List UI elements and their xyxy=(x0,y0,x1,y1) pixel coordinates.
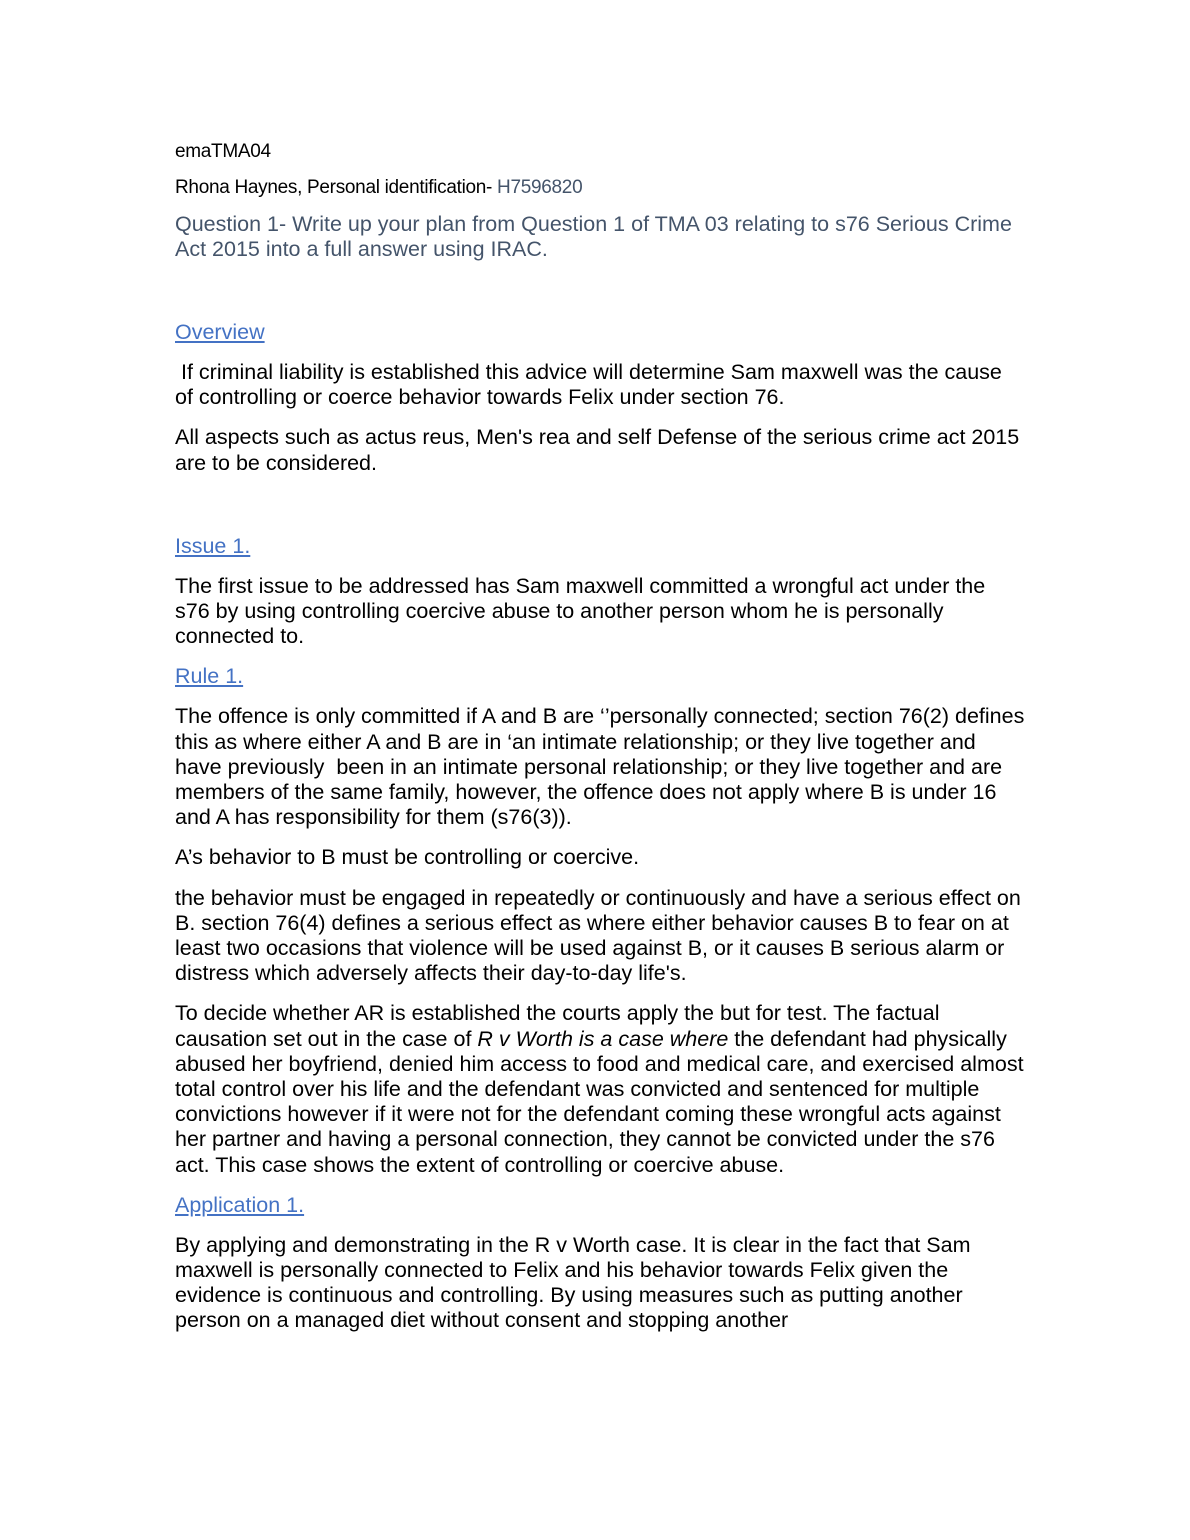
question-text: Write up your plan from Question 1 of TMA 03 relating to s76 Serious Crime Act 2015 into a full answer using IRAC. xyxy=(175,212,1012,261)
overview-paragraph-1: If criminal liability is established this advice will determine Sam maxwell was the cause of controlling or coerce behavior towards Felix under section 76. xyxy=(175,360,1008,410)
author-id: H7596820 xyxy=(497,177,583,198)
doc-code: emaTMA04 xyxy=(175,141,271,162)
rule-1-paragraph-2: A’s behavior to B must be controlling or coercive. xyxy=(175,845,640,870)
question-line xyxy=(175,212,1025,262)
document-body xyxy=(175,138,1031,1349)
author-line xyxy=(175,174,1025,202)
question-label: Question 1- xyxy=(175,212,293,236)
overview-heading[interactable]: Overview xyxy=(175,320,265,344)
rule-1-paragraph-3: the behavior must be engaged in repeatedly or continuously and have a serious effect on B. section 76(4) defines a serious effect as where either behavior causes B to fear on at least two occasions that violence will be used against B, or it causes B serious alarm or distress which adversely affects their day-to-day life's. xyxy=(175,885,1027,986)
overview-paragraph-2: All aspects such as actus reus, Men's rea and self Defense of the serious crime act 2015 are to be considered. xyxy=(175,425,1026,475)
issue-1-paragraph: The first issue to be addressed has Sam maxwell committed a wrongful act under the s76 by using controlling coercive abuse to another person whom he is personally connected to. xyxy=(175,573,992,649)
rule-1-p4-after: the defendant had physically abused her boyfriend, denied him access to food and medical care, and exercised almost total control over his life and the defendant was convicted and sentenced for multiple convictions however if it were not for the defendant coming these wrongful acts against her partner and having a personal connection, they cannot be convicted under the s76 act. This case shows the extent of controlling or coercive abuse. xyxy=(175,1026,1030,1177)
rule-1-paragraph-4 xyxy=(175,1001,1030,1177)
issue-1-heading[interactable]: Issue 1. xyxy=(175,533,251,558)
application-1-heading[interactable]: Application 1. xyxy=(175,1192,305,1217)
rule-1-p4-before: To decide whether AR is established the courts apply the but for test. The factual causation set out in the case of xyxy=(175,1001,946,1051)
rule-1-paragraph-1: The offence is only committed if A and B are ‘’personally connected; section 76(2) defines this as where either A and B are in ‘an intimate relationship; or they live together and have previously been in an intimate personal relationship; or they live together and are members of the same family, however, the offence does not apply where B is under 16 and A has responsibility for them (s76(3)). xyxy=(175,704,1031,830)
application-1-paragraph: By applying and demonstrating in the R v Worth case. It is clear in the fact that Sam maxwell is personally connected to Felix and his behavior towards Felix given the evidence is continuous and controlling. By using measures such as putting another person on a managed diet without consent and stopping another xyxy=(175,1232,977,1333)
case-citation: R v Worth is a case where xyxy=(477,1026,729,1051)
author-prefix: Rhona Haynes, Personal identification- xyxy=(175,177,498,198)
rule-1-heading[interactable]: Rule 1. xyxy=(175,664,244,689)
